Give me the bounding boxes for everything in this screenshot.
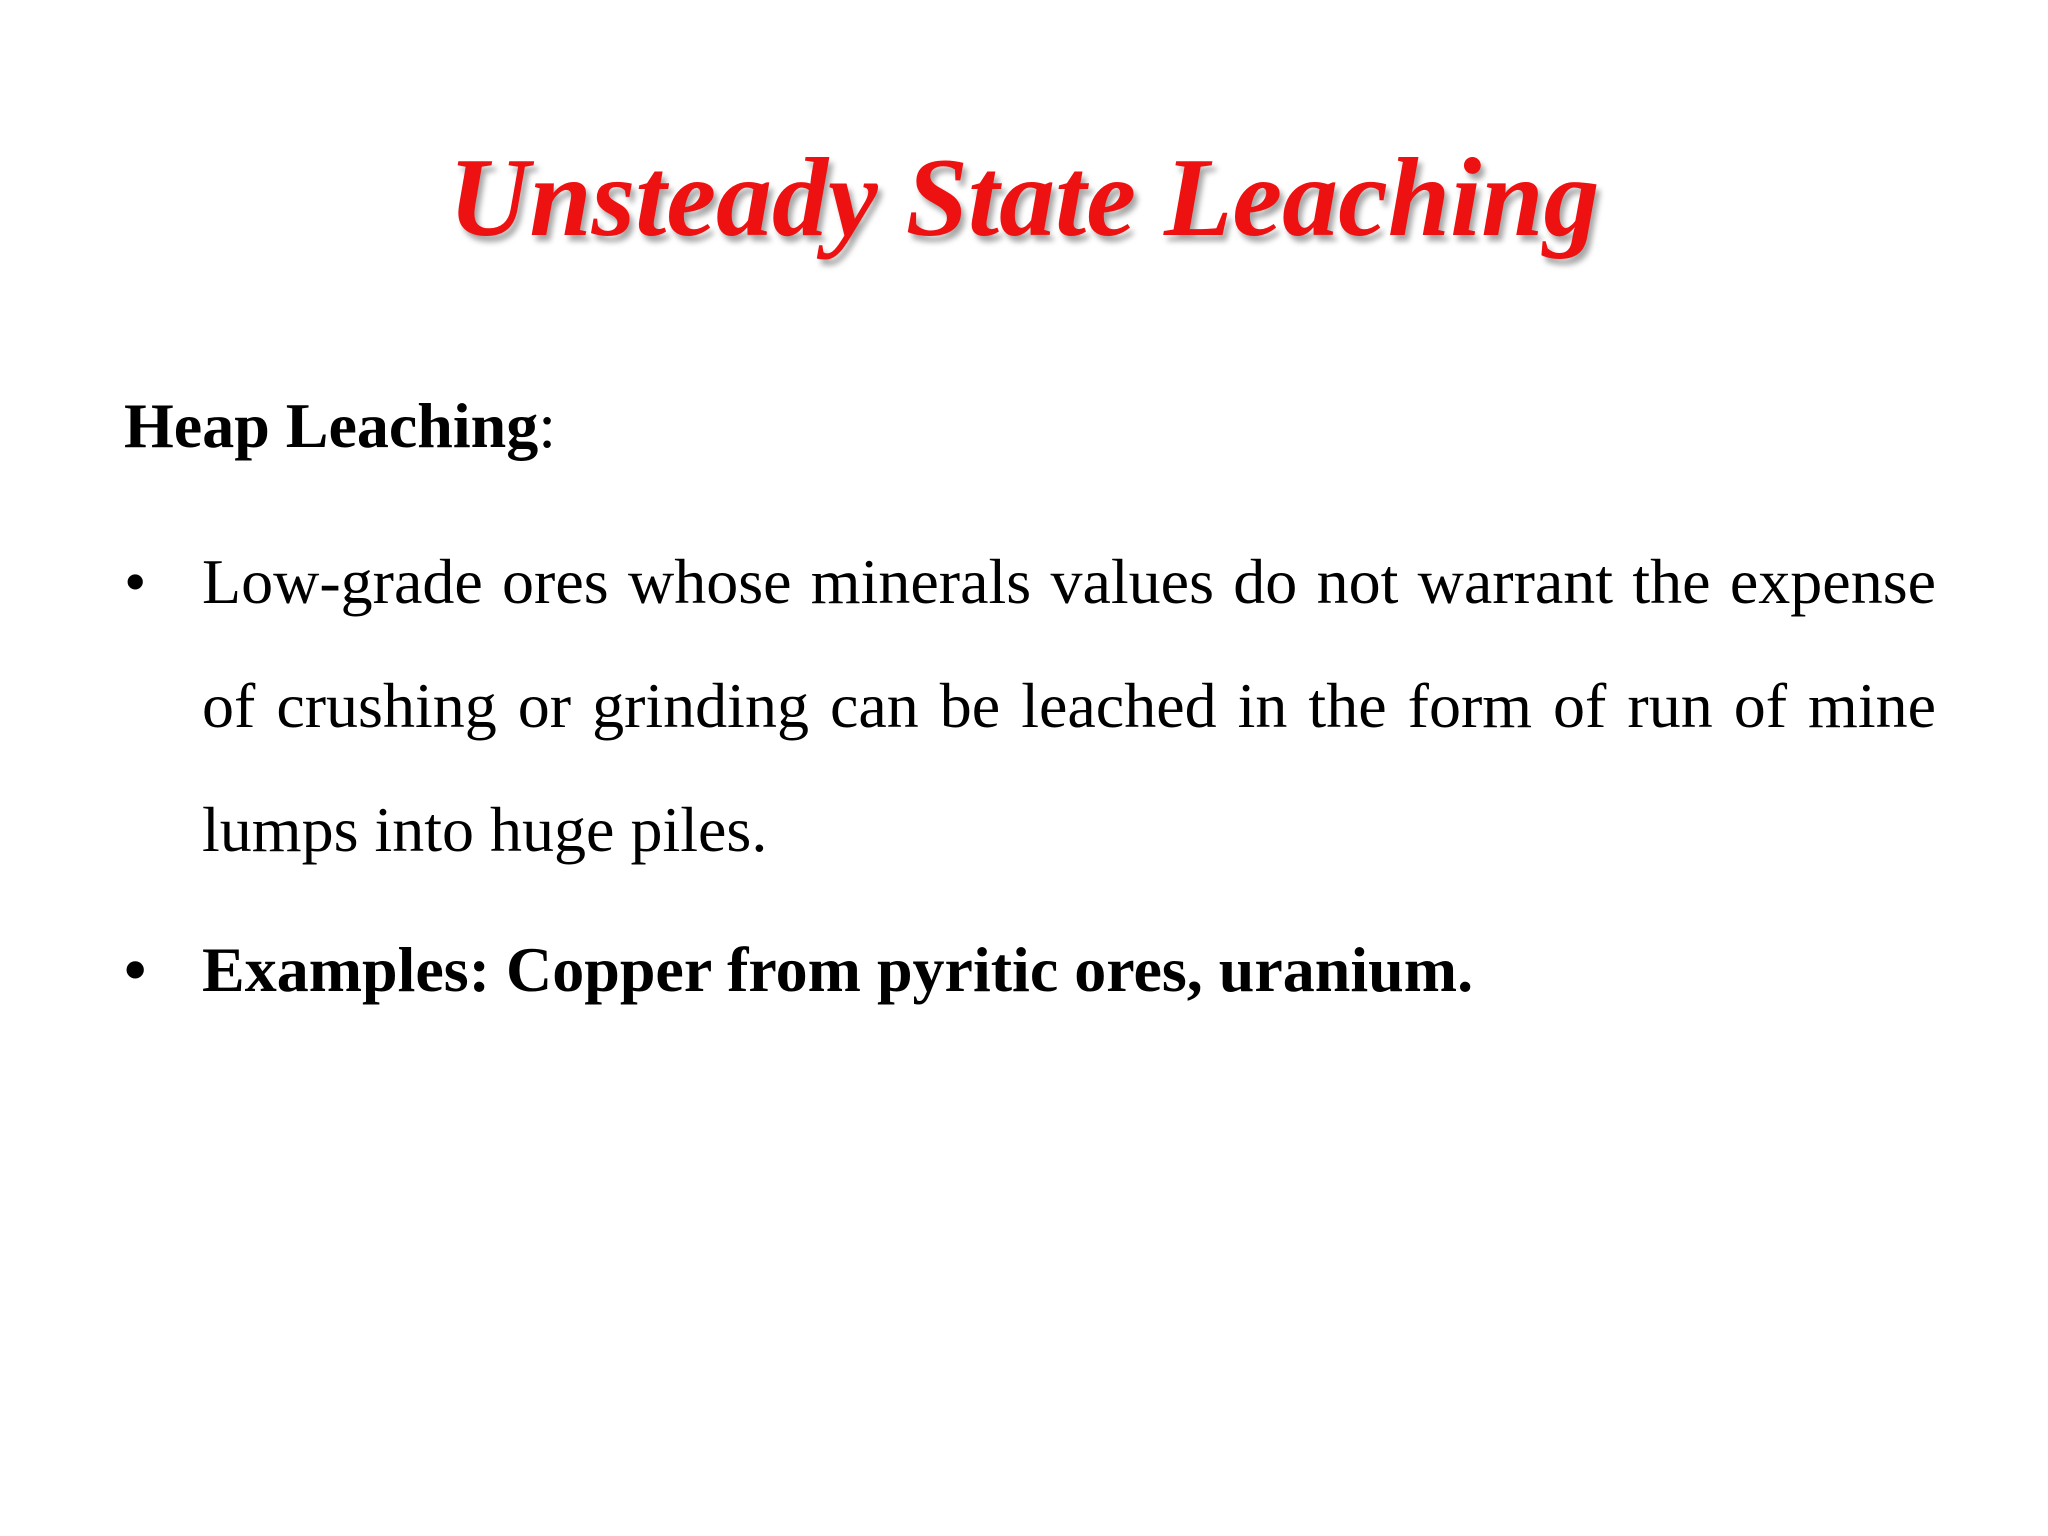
bullet-marker: • xyxy=(124,546,147,617)
section-heading-text: Heap Leaching xyxy=(124,390,539,461)
slide-title: Unsteady State Leaching xyxy=(448,136,1600,260)
bullet-item-examples xyxy=(124,908,1936,1032)
section-heading xyxy=(124,386,556,466)
bullet-text: Low-grade ores whose minerals values do not warrant the expense of crushing or grinding can be leached in the form of run of mine lumps into huge piles. xyxy=(202,546,1936,865)
section-heading-colon: : xyxy=(538,390,557,461)
bullet-marker: • xyxy=(124,934,147,1005)
bullet-item-low-grade-ores xyxy=(124,520,1936,892)
bullet-list xyxy=(124,520,1936,1032)
bullet-text: Examples: Copper from pyritic ores, uranium. xyxy=(202,934,1474,1005)
